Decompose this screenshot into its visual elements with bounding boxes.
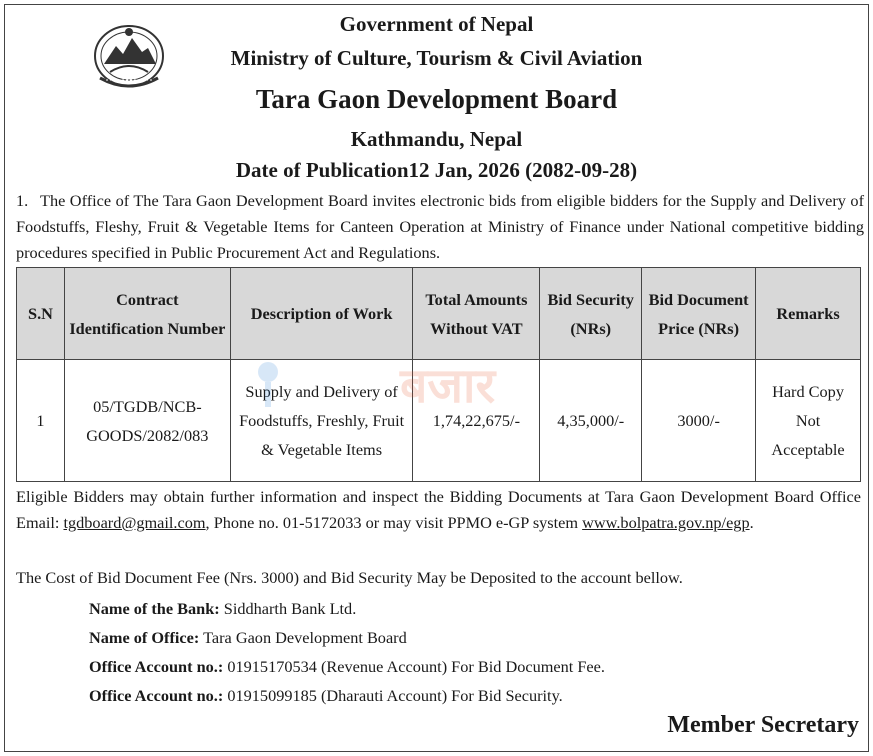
- revenue-account-value: 01915170534 (Revenue Account) For Bid Document Fee.: [223, 657, 605, 676]
- security-account-line: [89, 683, 563, 709]
- cell-sn: 1: [17, 360, 65, 482]
- office-name-label: Name of Office:: [89, 628, 200, 647]
- header-contract-id: Contract Identification Number: [64, 268, 230, 360]
- cell-security: 4,35,000/-: [540, 360, 642, 482]
- header-security: Bid Security (NRs): [540, 268, 642, 360]
- info-middle: , Phone no. 01-5172033 or may visit PPMO e-GP system: [205, 513, 583, 532]
- header-sn: S.N: [17, 268, 65, 360]
- cell-remarks: Hard Copy Not Acceptable: [756, 360, 861, 482]
- bank-name-value: Siddharth Bank Ltd.: [219, 599, 357, 618]
- intro-text: The Office of The Tara Gaon Development Board invites electronic bids from eligible bidders for the Supply and Delivery of Foodstuffs, Fleshy, Fruit & Vegetable Items for Canteen Operation at Ministry of Finance under National competitive bidding procedures specified in Public Procurement Act and Regulations.: [16, 191, 864, 262]
- board-title: Tara Gaon Development Board: [255, 84, 618, 114]
- bid-table: [16, 267, 861, 482]
- government-line: Government of Nepal: [339, 12, 534, 36]
- info-paragraph: [16, 484, 861, 536]
- intro-paragraph: [16, 188, 864, 266]
- table-row: [17, 360, 861, 482]
- cell-doc-price: 3000/-: [642, 360, 756, 482]
- security-account-label: Office Account no.:: [89, 686, 224, 705]
- cell-description: Supply and Delivery of Foodstuffs, Freshly, Fruit & Vegetable Items: [230, 360, 413, 482]
- cell-contract-id: 05/TGDB/NCB-GOODS/2082/083: [64, 360, 230, 482]
- security-account-value: 01915099185 (Dharauti Account) For Bid Security.: [223, 686, 563, 705]
- header-description: Description of Work: [230, 268, 413, 360]
- revenue-account-line: [89, 654, 605, 680]
- header-total: Total Amounts Without VAT: [413, 268, 540, 360]
- fee-note: The Cost of Bid Document Fee (Nrs. 3000) and Bid Security May be Deposited to the account bellow.: [16, 568, 683, 587]
- ministry-line: Ministry of Culture, Tourism & Civil Aviation: [230, 46, 643, 70]
- bank-name-label: Name of the Bank:: [89, 599, 220, 618]
- revenue-account-label: Office Account no.:: [89, 657, 224, 676]
- office-name-line: [89, 625, 407, 651]
- publication-date: Date of Publication12 Jan, 2026 (2082-09-28): [235, 158, 638, 182]
- intro-number: 1.: [16, 191, 29, 210]
- header-doc-price: Bid Document Price (NRs): [642, 268, 756, 360]
- office-name-value: Tara Gaon Development Board: [199, 628, 407, 647]
- info-prefix: Eligible Bidders may obtain further information and inspect the Bidding Documents at Tara Gaon Development Board Office Email:: [16, 487, 861, 532]
- location-line: Kathmandu, Nepal: [350, 127, 523, 151]
- watermark-text: बजार: [400, 358, 496, 414]
- header-remarks: Remarks: [756, 268, 861, 360]
- egp-link[interactable]: www.bolpatra.gov.np/egp: [582, 513, 750, 532]
- email-link[interactable]: tgdboard@gmail.com: [63, 513, 206, 532]
- signoff: Member Secretary: [667, 712, 859, 738]
- cell-total: 1,74,22,675/-: [413, 360, 540, 482]
- table-header-row: [17, 268, 861, 360]
- bank-name-line: [89, 596, 356, 622]
- info-suffix: .: [749, 513, 754, 532]
